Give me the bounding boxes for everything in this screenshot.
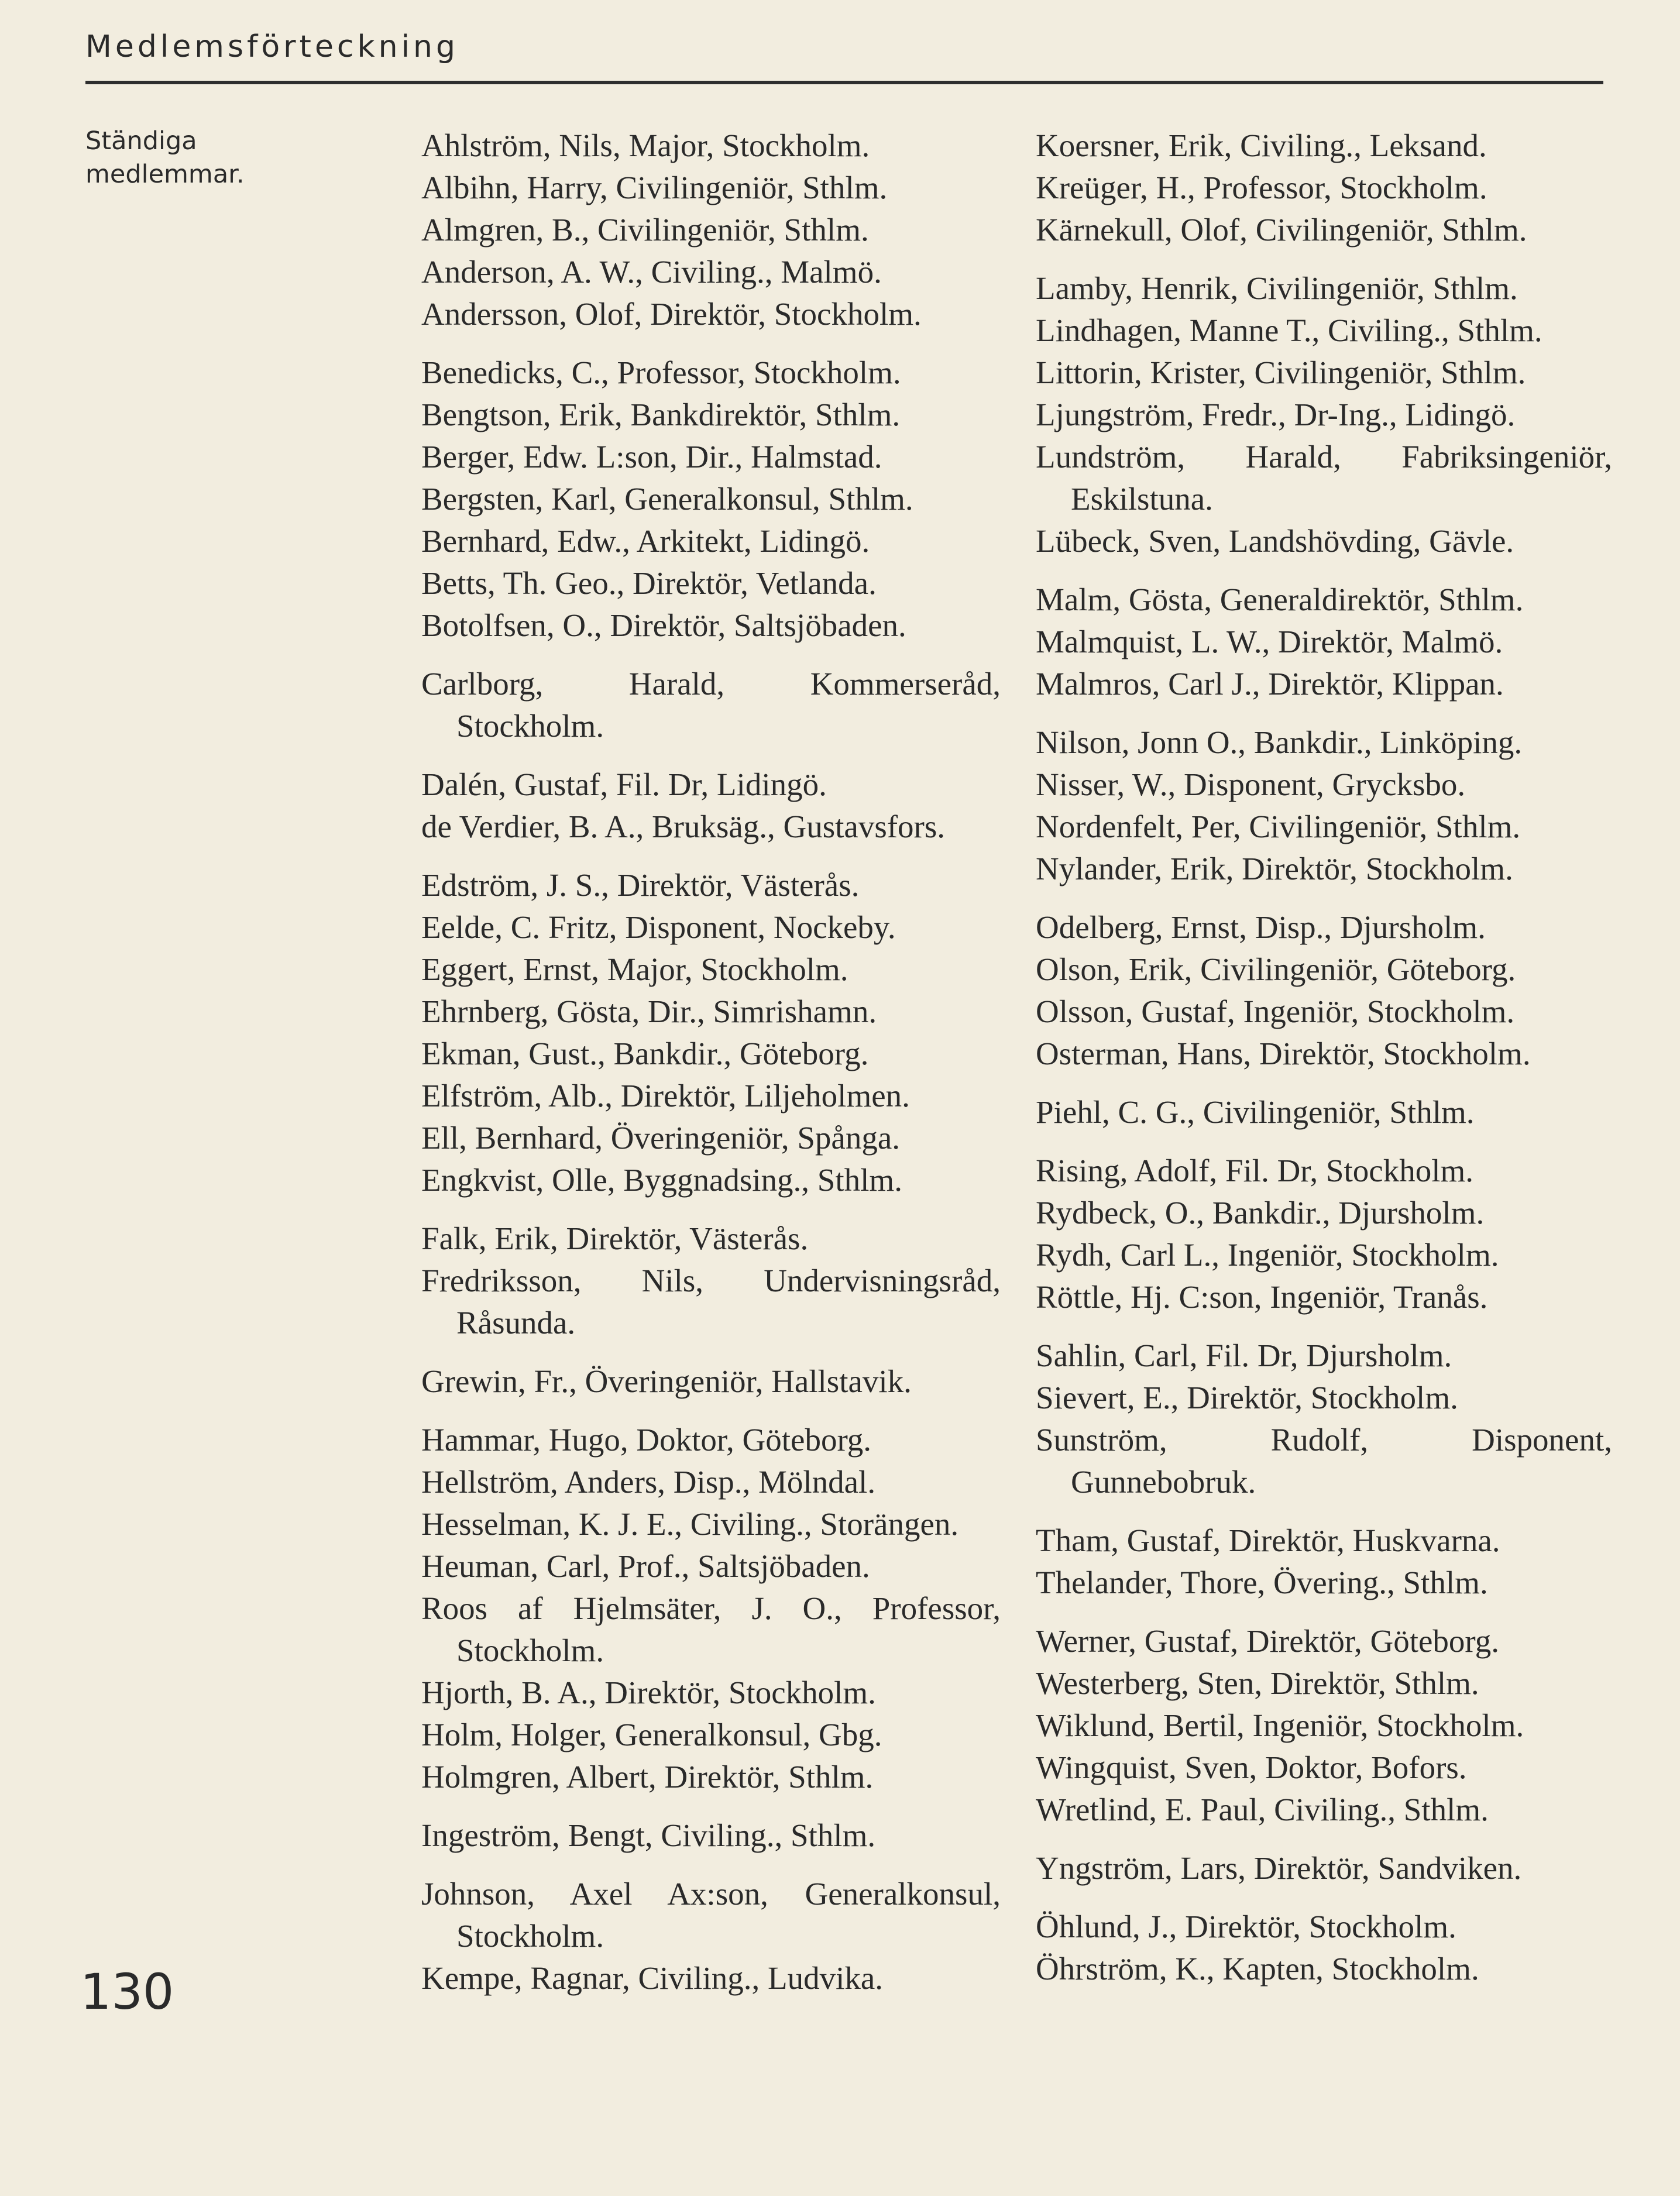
- member-entry: Ell, Bernhard, Överingeniör, Spånga.: [421, 1120, 900, 1156]
- member-entry: Lindhagen, Manne T., Civiling., Sthlm.: [1036, 312, 1542, 348]
- member-group: [421, 1419, 1001, 1798]
- member-entry: Kempe, Ragnar, Civiling., Ludvika.: [421, 1960, 884, 1996]
- member-entry: Roos af Hjelmsäter, J. O., Professor, Stockholm.: [421, 1590, 1001, 1668]
- section-label-line1: Ständiga: [85, 126, 197, 156]
- member-group: [1036, 721, 1612, 890]
- page-number: 130: [80, 1963, 174, 2020]
- member-entry: Heuman, Carl, Prof., Saltsjöbaden.: [421, 1548, 870, 1584]
- member-entry: Nordenfelt, Per, Civilingeniör, Sthlm.: [1036, 809, 1521, 844]
- member-entry: Ingeström, Bengt, Civiling., Sthlm.: [421, 1817, 876, 1853]
- member-entry: Fredriksson, Nils, Undervisningsråd, Råsunda.: [421, 1263, 1001, 1341]
- member-entry: Holmgren, Albert, Direktör, Sthlm.: [421, 1759, 874, 1795]
- member-entry: Dalén, Gustaf, Fil. Dr, Lidingö.: [421, 767, 827, 802]
- member-entry: Benedicks, C., Professor, Stockholm.: [421, 355, 901, 390]
- member-entry: Westerberg, Sten, Direktör, Sthlm.: [1036, 1665, 1479, 1701]
- member-entry: Öhrström, K., Kapten, Stockholm.: [1036, 1951, 1479, 1987]
- section-label-line2: medlemmar.: [85, 160, 245, 189]
- member-group: [421, 1814, 1001, 1857]
- member-group: [421, 663, 1001, 747]
- member-entry: Ljungström, Fredr., Dr-Ing., Lidingö.: [1036, 397, 1516, 432]
- member-entry: Hesselman, K. J. E., Civiling., Storängen.: [421, 1506, 959, 1542]
- member-entry: Wretlind, E. Paul, Civiling., Sthlm.: [1036, 1792, 1489, 1827]
- member-entry: Lundström, Harald, Fabriksingeniör, Eskilstuna.: [1036, 439, 1612, 517]
- member-entry: Bengtson, Erik, Bankdirektör, Sthlm.: [421, 397, 901, 432]
- member-entry: Grewin, Fr., Överingeniör, Hallstavik.: [421, 1363, 912, 1399]
- member-entry: Rydh, Carl L., Ingeniör, Stockholm.: [1036, 1237, 1499, 1273]
- member-group: [421, 1873, 1001, 1999]
- member-entry: Malm, Gösta, Generaldirektör, Sthlm.: [1036, 582, 1524, 617]
- member-entry: Andersson, Olof, Direktör, Stockholm.: [421, 296, 922, 332]
- member-entry: Elfström, Alb., Direktör, Liljeholmen.: [421, 1078, 910, 1114]
- member-entry: Bergsten, Karl, Generalkonsul, Sthlm.: [421, 481, 913, 517]
- member-column-2: [1036, 125, 1612, 2006]
- member-group: [1036, 125, 1612, 251]
- member-entry: Eelde, C. Fritz, Disponent, Nockeby.: [421, 909, 896, 945]
- member-entry: Littorin, Krister, Civilingeniör, Sthlm.: [1036, 355, 1526, 390]
- member-group: [1036, 906, 1612, 1075]
- section-label: [85, 125, 245, 191]
- member-group: [421, 864, 1001, 1201]
- member-entry: Sunström, Rudolf, Disponent, Gunnebobruk.: [1036, 1422, 1612, 1500]
- member-entry: Rising, Adolf, Fil. Dr, Stockholm.: [1036, 1153, 1474, 1188]
- member-entry: Olsson, Gustaf, Ingeniör, Stockholm.: [1036, 994, 1515, 1029]
- member-group: [421, 1360, 1001, 1403]
- member-entry: Piehl, C. G., Civilingeniör, Sthlm.: [1036, 1094, 1475, 1130]
- member-entry: Ehrnberg, Gösta, Dir., Simrishamn.: [421, 994, 877, 1029]
- member-entry: Wingquist, Sven, Doktor, Bofors.: [1036, 1750, 1467, 1785]
- member-entry: Eggert, Ernst, Major, Stockholm.: [421, 951, 848, 987]
- member-entry: Thelander, Thore, Övering., Sthlm.: [1036, 1565, 1488, 1600]
- member-entry: Albihn, Harry, Civilingeniör, Sthlm.: [421, 170, 888, 205]
- member-group: [1036, 1520, 1612, 1604]
- member-entry: Hellström, Anders, Disp., Mölndal.: [421, 1464, 876, 1500]
- member-entry: de Verdier, B. A., Bruksäg., Gustavsfors.: [421, 809, 946, 844]
- member-group: [421, 125, 1001, 335]
- member-entry: Nilson, Jonn O., Bankdir., Linköping.: [1036, 724, 1523, 760]
- member-entry: Olson, Erik, Civilingeniör, Göteborg.: [1036, 951, 1516, 987]
- member-entry: Kreüger, H., Professor, Stockholm.: [1036, 170, 1487, 205]
- member-entry: Almgren, B., Civilingeniör, Sthlm.: [421, 212, 869, 248]
- member-entry: Koersner, Erik, Civiling., Leksand.: [1036, 128, 1487, 163]
- member-group: [1036, 1091, 1612, 1133]
- member-entry: Engkvist, Olle, Byggnadsing., Sthlm.: [421, 1162, 902, 1198]
- member-entry: Nylander, Erik, Direktör, Stockholm.: [1036, 851, 1513, 886]
- member-entry: Röttle, Hj. C:son, Ingeniör, Tranås.: [1036, 1279, 1488, 1315]
- member-group: [1036, 1906, 1612, 1990]
- member-entry: Malmquist, L. W., Direktör, Malmö.: [1036, 624, 1503, 659]
- member-entry: Lamby, Henrik, Civilingeniör, Sthlm.: [1036, 270, 1518, 306]
- member-group: [1036, 1847, 1612, 1889]
- member-group: [1036, 1620, 1612, 1831]
- member-entry: Hammar, Hugo, Doktor, Göteborg.: [421, 1422, 872, 1458]
- member-entry: Berger, Edw. L:son, Dir., Halmstad.: [421, 439, 882, 475]
- member-entry: Betts, Th. Geo., Direktör, Vetlanda.: [421, 565, 877, 601]
- member-entry: Werner, Gustaf, Direktör, Göteborg.: [1036, 1623, 1499, 1659]
- member-entry: Ahlström, Nils, Major, Stockholm.: [421, 128, 870, 163]
- header-rule: [85, 81, 1603, 84]
- member-entry: Edström, J. S., Direktör, Västerås.: [421, 867, 860, 903]
- member-entry: Anderson, A. W., Civiling., Malmö.: [421, 254, 882, 290]
- member-entry: Botolfsen, O., Direktör, Saltsjöbaden.: [421, 607, 906, 643]
- page-header: Medlemsförteckning: [85, 29, 459, 64]
- member-group: [1036, 267, 1612, 562]
- member-entry: Nisser, W., Disponent, Grycksbo.: [1036, 767, 1466, 802]
- member-entry: Hjorth, B. A., Direktör, Stockholm.: [421, 1675, 876, 1710]
- member-group: [1036, 579, 1612, 705]
- member-entry: Öhlund, J., Direktör, Stockholm.: [1036, 1909, 1456, 1944]
- member-entry: Johnson, Axel Ax:son, Generalkonsul, Stockholm.: [421, 1876, 1001, 1954]
- member-entry: Tham, Gustaf, Direktör, Huskvarna.: [1036, 1523, 1500, 1558]
- member-group: [1036, 1335, 1612, 1503]
- member-entry: Kärnekull, Olof, Civilingeniör, Sthlm.: [1036, 212, 1527, 248]
- member-entry: Bernhard, Edw., Arkitekt, Lidingö.: [421, 523, 870, 559]
- member-entry: Rydbeck, O., Bankdir., Djursholm.: [1036, 1195, 1485, 1231]
- member-group: [421, 352, 1001, 647]
- member-entry: Sievert, E., Direktör, Stockholm.: [1036, 1380, 1458, 1415]
- member-column-1: [421, 125, 1001, 2016]
- member-entry: Ekman, Gust., Bankdir., Göteborg.: [421, 1036, 869, 1071]
- member-entry: Wiklund, Bertil, Ingeniör, Stockholm.: [1036, 1707, 1524, 1743]
- member-group: [421, 764, 1001, 848]
- member-entry: Odelberg, Ernst, Disp., Djursholm.: [1036, 909, 1486, 945]
- member-entry: Lübeck, Sven, Landshövding, Gävle.: [1036, 523, 1514, 559]
- member-entry: Osterman, Hans, Direktör, Stockholm.: [1036, 1036, 1531, 1071]
- member-entry: Sahlin, Carl, Fil. Dr, Djursholm.: [1036, 1338, 1452, 1373]
- member-entry: Yngström, Lars, Direktör, Sandviken.: [1036, 1850, 1522, 1886]
- member-entry: Falk, Erik, Direktör, Västerås.: [421, 1221, 809, 1256]
- member-group: [421, 1218, 1001, 1344]
- member-entry: Carlborg, Harald, Kommerseråd, Stockholm.: [421, 666, 1001, 744]
- member-group: [1036, 1150, 1612, 1318]
- member-entry: Holm, Holger, Generalkonsul, Gbg.: [421, 1717, 882, 1752]
- member-entry: Malmros, Carl J., Direktör, Klippan.: [1036, 666, 1504, 702]
